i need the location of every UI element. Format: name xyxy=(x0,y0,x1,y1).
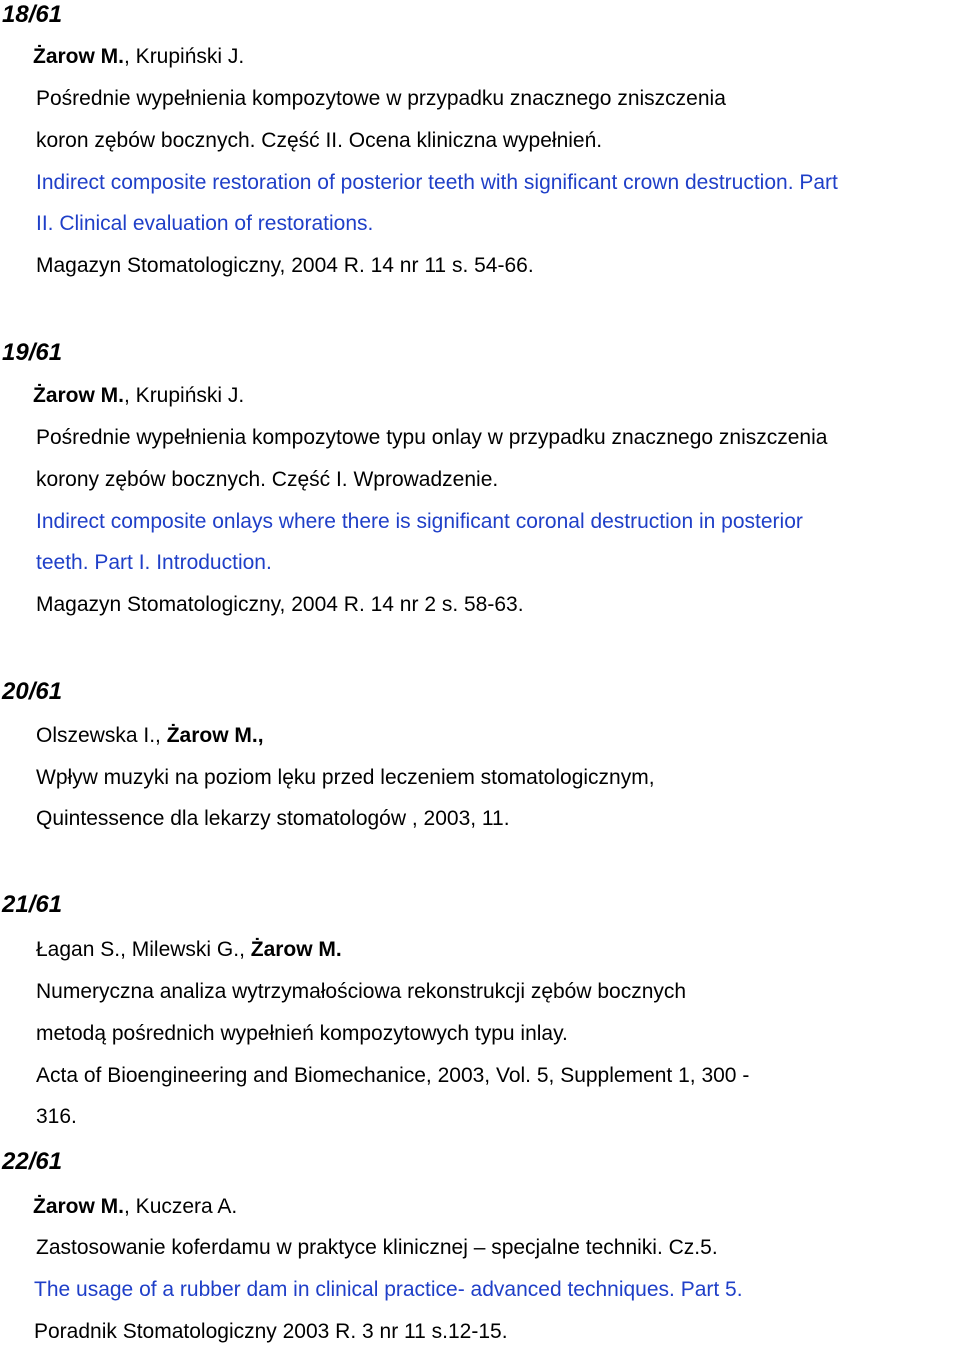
title-polish: Numeryczna analiza wytrzymałościowa rekonstrukcji zębów bocznych xyxy=(36,980,687,1003)
entry-number: 19/61 xyxy=(2,339,63,366)
title-polish: Wpływ muzyki na poziom lęku przed leczeniem stomatologicznym, xyxy=(36,766,655,789)
source-citation: Poradnik Stomatologiczny 2003 R. 3 nr 11 s.12-15. xyxy=(34,1320,508,1343)
title-polish: koron zębów bocznych. Część II. Ocena kliniczna wypełnień. xyxy=(36,129,603,152)
source-citation: Quintessence dla lekarzy stomatologów , 2003, 11. xyxy=(36,807,510,830)
source-citation: Magazyn Stomatologiczny, 2004 R. 14 nr 2 s. 58-63. xyxy=(36,593,524,616)
author-name: , Krupiński J. xyxy=(124,384,245,407)
title-english: Indirect composite onlays where there is significant coronal destruction in posterior xyxy=(36,510,803,533)
title-english: The usage of a rubber dam in clinical practice- advanced techniques. Part 5. xyxy=(34,1278,743,1301)
author-name: , Kuczera A. xyxy=(124,1195,238,1218)
title-english: Indirect composite restoration of posterior teeth with significant crown destruction. Part xyxy=(36,171,838,194)
title-polish: Pośrednie wypełnienia kompozytowe w przypadku znacznego zniszczenia xyxy=(36,87,726,110)
source-citation: 316. xyxy=(36,1105,77,1128)
title-english: teeth. Part I. Introduction. xyxy=(36,551,272,574)
author-name: Żarow M., xyxy=(166,724,264,747)
entry-number: 18/61 xyxy=(2,1,63,28)
title-polish: metodą pośrednich wypełnień kompozytowych typu inlay. xyxy=(36,1022,568,1045)
author-name: Żarow M. xyxy=(33,45,125,68)
title-polish: korony zębów bocznych. Część I. Wprowadzenie. xyxy=(36,468,499,491)
entry-authors xyxy=(36,936,342,964)
author-name: Żarow M. xyxy=(33,384,125,407)
title-polish: Pośrednie wypełnienia kompozytowe typu onlay w przypadku znacznego zniszczenia xyxy=(36,426,828,449)
source-citation: Acta of Bioengineering and Biomechanice, 2003, Vol. 5, Supplement 1, 300 - xyxy=(36,1064,750,1087)
title-english: II. Clinical evaluation of restorations. xyxy=(36,212,374,235)
title-polish: Zastosowanie koferdamu w praktyce klinicznej – specjalne techniki. Cz.5. xyxy=(36,1236,718,1259)
entry-number: 20/61 xyxy=(2,678,63,705)
author-name: Łagan S., Milewski G., xyxy=(36,938,251,961)
author-name: , Krupiński J. xyxy=(124,45,245,68)
author-name: Żarow M. xyxy=(33,1195,125,1218)
entry-authors xyxy=(33,1193,237,1221)
entry-number: 21/61 xyxy=(2,891,63,918)
entry-number: 22/61 xyxy=(2,1148,63,1175)
author-name: Żarow M. xyxy=(250,938,342,961)
entry-authors xyxy=(36,722,264,750)
source-citation: Magazyn Stomatologiczny, 2004 R. 14 nr 11 s. 54-66. xyxy=(36,254,534,277)
entry-authors xyxy=(33,43,244,71)
author-name: Olszewska I., xyxy=(36,724,167,747)
entry-authors xyxy=(33,382,244,410)
